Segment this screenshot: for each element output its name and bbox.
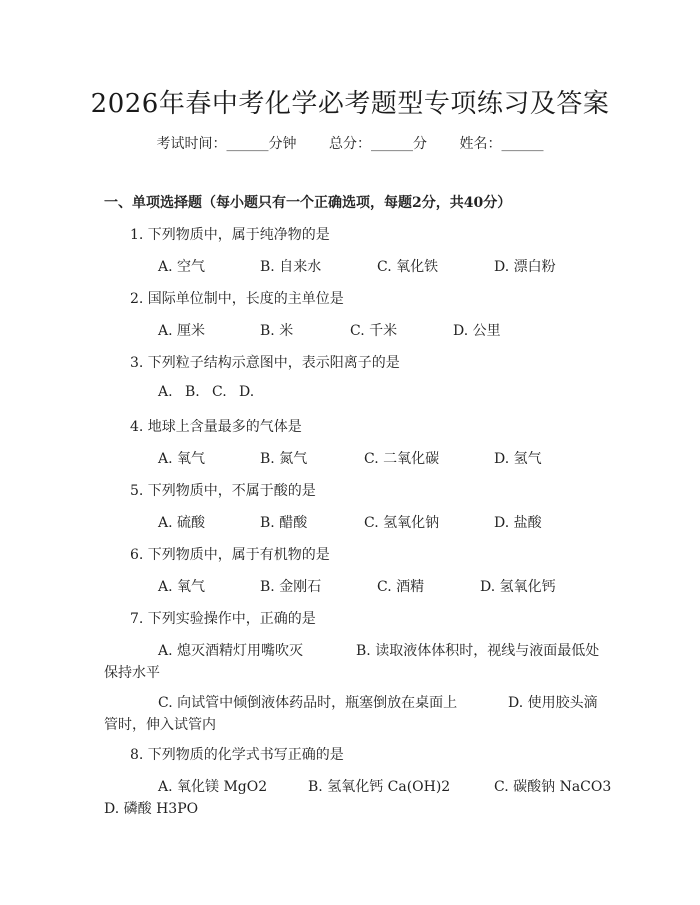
q5-option-c: C. 氢氧化钠 (364, 515, 440, 531)
exam-score: 总分：______分 (329, 136, 427, 152)
q7-option-b-cont: 保持水平 (104, 665, 160, 681)
q7-option-c: C. 向试管中倾倒液体药品时，瓶塞倒放在桌面上 (158, 695, 458, 711)
q6-option-c: C. 酒精 (377, 579, 425, 595)
q4-option-c: C. 二氧化碳 (364, 451, 440, 467)
q1-option-c: C. 氧化铁 (377, 259, 439, 275)
question-8: 8. 下列物质的化学式书写正确的是 (130, 747, 344, 763)
q1-option-b: B. 自来水 (260, 259, 322, 275)
q7-option-d: D. 使用胶头滴 (508, 695, 598, 711)
q4-option-d: D. 氢气 (494, 451, 542, 467)
question-5: 5. 下列物质中，不属于酸的是 (130, 483, 316, 499)
q4-option-b: B. 氮气 (260, 451, 308, 467)
exam-time: 考试时间：______分钟 (156, 136, 297, 152)
q1-option-d: D. 漂白粉 (494, 259, 556, 275)
q6-option-a: A. 氧气 (158, 579, 206, 595)
q3-option-b: B. (185, 384, 200, 400)
q5-option-d: D. 盐酸 (494, 515, 542, 531)
question-7: 7. 下列实验操作中，正确的是 (130, 611, 316, 627)
q5-option-b: B. 醋酸 (260, 515, 308, 531)
exam-info (0, 133, 700, 153)
q6-option-b: B. 金刚石 (260, 579, 322, 595)
exam-name: 姓名：______ (459, 136, 544, 152)
q3-option-a: A. (158, 384, 173, 400)
question-3: 3. 下列粒子结构示意图中，表示阳离子的是 (130, 355, 400, 371)
q4-option-a: A. 氧气 (158, 451, 206, 467)
section-heading: 一、单项选择题（每小题只有一个正确选项，每题2分，共40分） (104, 195, 512, 211)
q8-option-c: C. 碳酸钠 NaCO3 (494, 779, 612, 795)
q2-option-c: C. 千米 (350, 323, 398, 339)
q1-option-a: A. 空气 (158, 259, 206, 275)
q7-option-b: B. 读取液体体积时，视线与液面最低处 (356, 643, 600, 659)
question-6: 6. 下列物质中，属于有机物的是 (130, 547, 330, 563)
q7-option-d-cont: 管时，伸入试管内 (104, 717, 216, 733)
q7-option-a: A. 熄灭酒精灯用嘴吹灭 (158, 643, 304, 659)
q2-option-b: B. 米 (260, 323, 294, 339)
q8-option-d: D. 磷酸 H3PO (104, 801, 199, 817)
q3-option-d: D. (239, 384, 255, 400)
question-4: 4. 地球上含量最多的气体是 (130, 419, 302, 435)
q5-option-a: A. 硫酸 (158, 515, 206, 531)
q8-option-b: B. 氢氧化钙 Ca(OH)2 (308, 779, 451, 795)
q6-option-d: D. 氢氧化钙 (480, 579, 556, 595)
question-2: 2. 国际单位制中，长度的主单位是 (130, 291, 344, 307)
q2-option-a: A. 厘米 (158, 323, 206, 339)
q8-option-a: A. 氧化镁 MgO2 (158, 779, 268, 795)
q2-option-d: D. 公里 (453, 323, 501, 339)
question-1: 1. 下列物质中，属于纯净物的是 (130, 227, 330, 243)
page-title: 2026年春中考化学必考题型专项练习及答案 (90, 89, 610, 119)
q3-option-c: C. (212, 384, 227, 400)
